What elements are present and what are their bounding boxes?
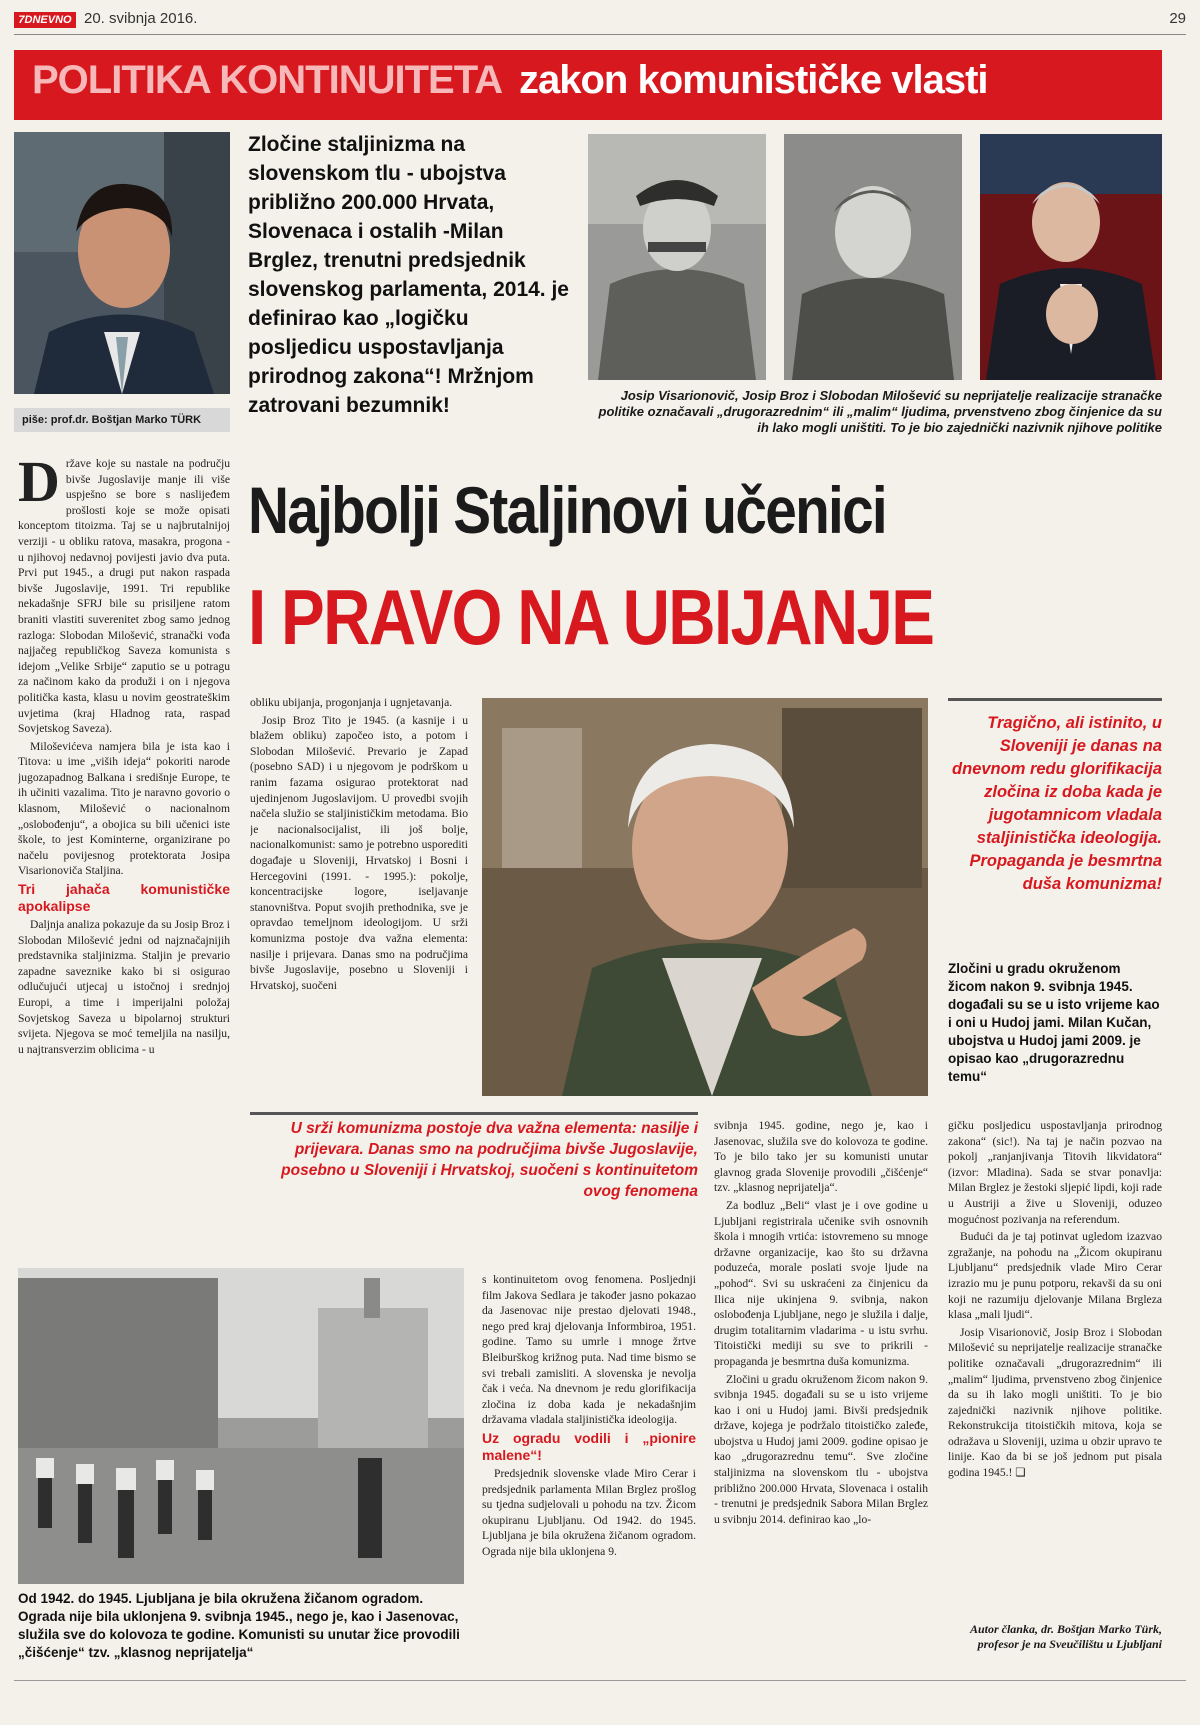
article-column-2 bbox=[250, 695, 468, 1095]
col1-paragraph-1: ržave koje su nastale na području bivše Jugoslavije manje ili više uspješno se bore s naslijeđem prošlosti koje se može opisati konceptom titoizma. Taj se u najbrutalnijoj verziji - u obliku ratova, masakra, progona - u njihovoj nedavnoj povijesti javio dva puta. Prvi put 1945., a drugi put nakon raspada bivše Jugoslavije, 1991. Tri republike nekadašnje SFRJ bile su prisiljene ratom braniti vlastiti suverenitet zbog samo jednog razloga: Slobodan Milošević, stranački vođa najjačeg republičkog Saveza komunista s idejom „Velike Srbije“ zaputio se u potragu za načinom kako da produži i on i njegova politička kasta, klasu u novim geostrateškim uvjetima (kraj Hladnog rata, raspad Sovjetskog Saveza). bbox=[18, 457, 230, 736]
subhead-pionire: Uz ogradu vodili i „pionire malene“! bbox=[482, 1429, 696, 1463]
article-column-3 bbox=[482, 1272, 696, 1680]
col2-paragraph-2: Josip Broz Tito je 1945. (a kasnije i u blažem obliku) započeo isto, a potom i Slobodan Milošević. Prevario je Zapad (posebno SAD) i u njegovom je podrškom u ranim fazama osigurao protektorat nad ujedinjenom Jugoslavijom. U provedbi svojih načela služio se staljinističkim metodama. Bio je nacionalsocijalist, ili još bolje, nacionalkomunist: samo je potrebno usporediti događaje u Sloveniji, Hrvatskoj i Bosni i Hercegovini (1991. - 1995.): pokolje, koncentracijske logore, iseljavanje stanovništva. Poput svojih prethodnika, sve je opravdao temeljnom ideologijom. U srži komunizma postoje dva važna elementa: nasilje i prijevara. Danas smo na područjima bivše Jugoslavije, posebno u Sloveniji i Hrvatskoj, suočeni bbox=[250, 713, 468, 992]
col1-paragraph-3: Daljnja analiza pokazuje da su Josip Broz i Slobodan Milošević jedni od najznačajnijih predstavnika staljinizma. Staljin je prevario zapadne saveznike kako bi si osigurao odlučujući utjecaj u istočnoj i srednjoj Europi, a time i imperijalni položaj Sovjetskog Saveza u bipolarnoj strukturi svijeta. Njegova se moć temeljila na nasilju, u najtransverzim oblicima - u bbox=[18, 918, 230, 1056]
stalin-photo bbox=[588, 134, 766, 380]
intro-deck: Zločine staljinizma na slovenskom tlu - ubojstva približno 200.000 Hrvata, Slovenaca i ostalih -Milan Brglez, trenutni predsjednik slovenskog parlamenta, 2014. je definirao kao „logičku posljedicu uspostavljanja prirodnog zakona“! Mržnjom zatrovani bezumnik! bbox=[248, 133, 569, 417]
photo-caption-ljubljana: Od 1942. do 1945. Ljubljana je bila okružena žičanom ogradom. Ograda nije bila uklonjena 9. svibnja 1945., nego je, kao i Jasenovac, služila sve do kolovoza te godine. Komunisti su unutar žice provodili „čišćenje“ tzv. „klasnog neprijatelja“ bbox=[18, 1591, 460, 1660]
section-banner bbox=[14, 50, 1162, 120]
pull-quote-rule bbox=[948, 698, 1162, 701]
col4-paragraph-3: Zločini u gradu okruženom žicom nakon 9. svibnja 1945. događali su se u isto vrijeme kao i oni u Hudoj jami. Bivši predsjednik države, kojega je podržalo titoističko zaleđe, ubojstva u Hudoj jami 2009. godine opisao je kao „drugorazrednu temu“. Sve zločine staljinizma na slovenskom tlu - ubojstva približno 200.000 Hrvata, Slovenaca i ostalih - trenutni je predsjednik Sabora Milan Brglez u svibnju 2014. definirao kao „lo- bbox=[714, 1372, 928, 1526]
col2-paragraph-1: obliku ubijanja, progonjanja i ugnjetavanja. bbox=[250, 696, 453, 709]
headline-line2: I PRAVO NA UBIJANJE bbox=[248, 573, 934, 661]
quote-box-rule bbox=[250, 1112, 698, 1115]
headline-line1: Najbolji Staljinovi učenici bbox=[248, 473, 886, 547]
milosevic-photo bbox=[980, 134, 1162, 380]
col4-paragraph-2: Za bodluz „Beli“ vlast je i ove godine u Ljubljani registrirala učenike svih osnovnih škola i mnogih vrtića: istovremeno su mnoge državne organizacije, kao što su državna poduzeća, morale poslati svoje ljude na „pohod“. Svi su uskraćeni za činjenicu da Ilica nije ukinjena 9. svibnja, nakon oslobođenja Ljubljane, nego je služila i dalje, drugim totalitarnim vladarima - u istu svrhu. Titoistički mediji su sve to prikrili - propaganda je besmrtna duša komunizma. bbox=[714, 1198, 928, 1368]
pull-quote: Tragično, ali istinito, u Sloveniji je danas na dnevnom redu glorifikacija zločina iz doba kada je jugotamnicom vladala staljinistička ideologija. Propaganda je besmrtna duša komunizma! bbox=[952, 714, 1162, 893]
col5-paragraph-3: Josip Visarionovič, Josip Broz i Slobodan Milošević su neprijatelje realizacije stranačke politike označavali „drugorazrednim“ ili „malim“ ljudima, prvenstveno zbog činjenice da su ih lako mogli uništiti. To je bio zajednički nazivnik njihove politike. Rekonstrukcija titoističkih mitova, koja se odražava u Sloveniji, uzima u obzir upravo te linije. Kao da bi se još jednom put pisala godina 1945.! ❏ bbox=[948, 1325, 1162, 1480]
col1-paragraph-2: Miloševićeva namjera bila je ista kao i Titova: u ime „viših ideja“ pokoriti narode jugozapadnog Balkana i središnje Europe, te ih učiniti vazalima. Tito je naravno govorio o klasnom, Milošević o nacionalnom „oslobođenju“, a obojica su bili učenici iste škole, to jest Kominterne, organizirane po načelu povijesnog protektorata Josipa Visarionoviča Staljina. bbox=[18, 739, 230, 878]
side-highlight: Zločini u gradu okruženom žicom nakon 9. svibnja 1945. događali su se u isto vrijeme kao i oni u Hudoj jami. Milan Kučan, ubojstva u Hudoj jami 2009. je opisao kao „drugorazrednu temu“ bbox=[948, 961, 1160, 1084]
page-header bbox=[14, 8, 1186, 34]
author-note: Autor članka, dr. Boštjan Marko Türk, profesor je na Sveučilištu u Ljubljani bbox=[969, 1622, 1162, 1651]
footer-rule bbox=[14, 1680, 1186, 1681]
subhead-tri-jahaca: Tri jahača komunističke apokalipse bbox=[18, 881, 230, 915]
banner-subtitle: zakon komunističke vlasti bbox=[519, 58, 988, 102]
col5-paragraph-2: Budući da je taj potinvat ugledom izazvao zgražanje, na pohodu na „Žicom okupiranu Ljubljanu“ predsjednik vlade Miro Cerar izrazio mu je punu potporu, rekavši da su oni koji ne razumiju djelovanje Milana Brgleza klasa „mali ljudi“. bbox=[948, 1230, 1162, 1322]
col3-paragraph-2: Predsjednik slovenske vlade Miro Cerar i predsjednik parlamenta Milan Brglez prošlog su tjedna sudjelovali u pohodu na tzv. Žicom okupiranu Ljubljanu. Od 1942. do 1945. Ljubljana je bila okružena žičanom ogradom. Ograda nije bila uklonjena 9. bbox=[482, 1466, 696, 1558]
banner-rubric: POLITIKA KONTINUITETA bbox=[32, 58, 503, 102]
col5-paragraph-1: gičku posljedicu uspostavljanja prirodnog zakona“ (sic!). Na taj je način pozvao na pokolj „ranjanjivanja Titovih likvidatora“ (izvor: Mladina). Sada se stvar ponavlja: Milan Brglez je žestoki sljepić lipdi, koji rade u Austriji a žive u Sloveniji, oduzeo mogućnost pozivanja na referendum. bbox=[948, 1119, 1162, 1226]
article-column-1 bbox=[18, 456, 230, 1091]
author-photo bbox=[14, 132, 230, 394]
ljubljana-march-photo bbox=[18, 1268, 464, 1584]
quote-box: U srži komunizma postoje dva važna elementa: nasilje i prijevara. Danas smo na područjima bivše Jugoslavije, posebno u Sloveniji i Hrvatskoj, suočeni s kontinuitetom ovog fenomena bbox=[281, 1120, 698, 1200]
drop-cap: D bbox=[18, 456, 60, 514]
article-column-4 bbox=[714, 1118, 928, 1680]
page-number: 29 bbox=[1169, 10, 1186, 27]
col4-paragraph-1: svibnja 1945. godine, nego je, kao i Jasenovac, služila sve do kolovoza te godine. To je bilo tako jer su komunisti unutar glavnog grada Slovenije provodili „čišćenje“ tzv. „klasnog neprijatelja“. bbox=[714, 1119, 928, 1195]
tito-photo bbox=[784, 134, 962, 380]
photos-caption: Josip Visarionovič, Josip Broz i Slobodan Milošević su neprijatelje realizacije stranačke politike označavali „drugorazrednim“ ili „malim“ ljudima, prvenstveno zbog činjenice da su ih lako mogli uništiti. To je bio zajednički nazivnik njihove politike bbox=[598, 388, 1162, 435]
col3-paragraph-1: s kontinuitetom ovog fenomena. Posljednji film Jakova Sedlara je također jasno pokazao da Jasenovac nije prestao djelovati 1948., nego pred kraj djelovanja Informbiroa, 1951. godine. Tamo su umrle i mnoge žrtve Bleiburškog križnog puta. Nad time bismo se svi trebali zamisliti. A slovenska je nevolja čak i veća. Na dnevnom je redu glorifikacija zločina iz doba kada je nekadašnjim državama vladala staljinistička ideologija. bbox=[482, 1273, 696, 1427]
article-column-5 bbox=[948, 1118, 1162, 1614]
author-byline: piše: prof.dr. Boštjan Marko TÜRK bbox=[14, 408, 230, 432]
publication-logo: 7DNEVNO bbox=[14, 12, 76, 28]
issue-date: 20. svibnja 2016. bbox=[84, 10, 198, 27]
header-rule bbox=[14, 34, 1186, 35]
main-interview-photo bbox=[482, 698, 928, 1096]
